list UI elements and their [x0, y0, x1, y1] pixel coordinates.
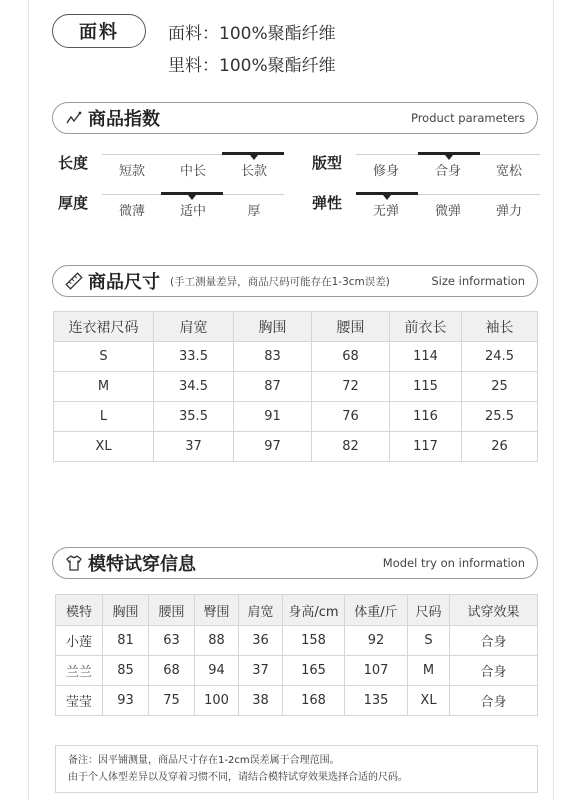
- size-cell: 35.5: [154, 402, 234, 432]
- model-cell: 63: [149, 626, 195, 656]
- model-header-cell: 腰围: [149, 595, 195, 626]
- param-fit-label: 版型: [312, 154, 343, 172]
- model-cell: 88: [195, 626, 239, 656]
- model-title: 模特试穿信息: [88, 554, 196, 575]
- params-title: 商品指数: [88, 109, 160, 130]
- size-cell: S: [54, 342, 154, 372]
- size-header-cell: 腰围: [312, 312, 390, 342]
- param-thickness-option: 适中: [179, 204, 207, 219]
- model-cell: 93: [103, 686, 149, 716]
- model-header-cell: 肩宽: [239, 595, 283, 626]
- model-cell: 94: [195, 656, 239, 686]
- param-fit-option: 宽松: [495, 164, 523, 179]
- size-header-cell: 胸围: [234, 312, 312, 342]
- ruler-icon: [65, 272, 83, 290]
- size-header-row: [54, 312, 538, 342]
- tshirt-icon: [65, 554, 83, 572]
- size-cell: 68: [312, 342, 390, 372]
- size-cell: 115: [390, 372, 462, 402]
- param-thickness-option: 微薄: [118, 204, 146, 219]
- model-header-row: [56, 595, 538, 626]
- model-header-cell: 身高/cm: [283, 595, 345, 626]
- model-cell: 168: [283, 686, 345, 716]
- table-row: [56, 686, 538, 716]
- model-cell: 37: [239, 656, 283, 686]
- size-cell: 26: [462, 432, 538, 462]
- model-cell: 85: [103, 656, 149, 686]
- param-elasticity-label: 弹性: [312, 194, 343, 212]
- size-header-cell: 肩宽: [154, 312, 234, 342]
- param-length-option: 短款: [118, 164, 146, 179]
- fabric-outer: 面料：100%聚酯纤维: [168, 24, 336, 44]
- param-fit-option: 合身: [434, 164, 462, 179]
- size-cell: XL: [54, 432, 154, 462]
- model-header-cell: 尺码: [408, 595, 450, 626]
- table-row: [54, 372, 538, 402]
- size-cell: 24.5: [462, 342, 538, 372]
- footnote-box: [55, 745, 538, 793]
- table-row: [54, 432, 538, 462]
- model-title-en: Model try on information: [382, 556, 525, 570]
- params-title-en: Product parameters: [410, 111, 525, 125]
- size-cell: 116: [390, 402, 462, 432]
- param-length-option: 长款: [240, 164, 268, 179]
- model-cell: 莹莹: [56, 686, 103, 716]
- params-header: [52, 102, 538, 134]
- model-cell: XL: [408, 686, 450, 716]
- size-header-cell: 袖长: [462, 312, 538, 342]
- size-cell: 37: [154, 432, 234, 462]
- model-cell: M: [408, 656, 450, 686]
- model-cell: 68: [149, 656, 195, 686]
- param-fit-option: 修身: [372, 164, 400, 179]
- model-cell: 135: [345, 686, 408, 716]
- size-note: (手工测量差异，商品尺码可能存在1-3cm误差): [170, 275, 390, 288]
- size-cell: 25: [462, 372, 538, 402]
- size-cell: 25.5: [462, 402, 538, 432]
- param-thickness-option: 厚: [247, 204, 261, 219]
- footnote-line: 由于个人体型差异以及穿着习惯不同，请结合模特试穿效果选择合适的尺码。: [68, 772, 408, 783]
- model-cell: 75: [149, 686, 195, 716]
- param-length-option: 中长: [179, 164, 207, 179]
- param-length-label: 长度: [58, 154, 89, 172]
- trend-icon: [65, 109, 83, 127]
- size-header: [52, 265, 538, 297]
- size-cell: L: [54, 402, 154, 432]
- footnote-line: 备注：因平铺测量，商品尺寸存在1-2cm误差属于合理范围。: [68, 755, 340, 766]
- model-header: [52, 547, 538, 579]
- table-row: [54, 402, 538, 432]
- model-cell: 158: [283, 626, 345, 656]
- model-cell: 165: [283, 656, 345, 686]
- model-cell: 合身: [450, 686, 538, 716]
- model-cell: 合身: [450, 656, 538, 686]
- size-header-cell: 前衣长: [390, 312, 462, 342]
- size-cell: 72: [312, 372, 390, 402]
- param-elasticity-option: 弹力: [495, 204, 523, 219]
- model-header-cell: 体重/斤: [345, 595, 408, 626]
- size-cell: 76: [312, 402, 390, 432]
- model-cell: 92: [345, 626, 408, 656]
- size-header-cell: 连衣裙尺码: [54, 312, 154, 342]
- size-cell: 87: [234, 372, 312, 402]
- model-cell: 38: [239, 686, 283, 716]
- size-cell: M: [54, 372, 154, 402]
- fabric-lining: 里料：100%聚酯纤维: [168, 56, 336, 76]
- left-border-line: [28, 0, 29, 800]
- size-cell: 83: [234, 342, 312, 372]
- size-cell: 97: [234, 432, 312, 462]
- table-row: [56, 626, 538, 656]
- size-cell: 91: [234, 402, 312, 432]
- size-cell: 33.5: [154, 342, 234, 372]
- model-cell: 合身: [450, 626, 538, 656]
- model-header-cell: 臀围: [195, 595, 239, 626]
- size-title-en: Size information: [431, 274, 525, 288]
- size-cell: 34.5: [154, 372, 234, 402]
- param-thickness-label: 厚度: [58, 194, 89, 212]
- size-table: [53, 311, 538, 462]
- model-cell: S: [408, 626, 450, 656]
- fabric-badge: 面料: [52, 14, 146, 48]
- size-title: 商品尺寸: [88, 272, 160, 293]
- table-row: [54, 342, 538, 372]
- size-cell: 117: [390, 432, 462, 462]
- param-elasticity-option: 无弹: [372, 204, 400, 219]
- model-table: [55, 594, 538, 716]
- model-cell: 兰兰: [56, 656, 103, 686]
- right-border-line: [553, 0, 554, 800]
- model-cell: 81: [103, 626, 149, 656]
- model-cell: 小莲: [56, 626, 103, 656]
- model-header-cell: 试穿效果: [450, 595, 538, 626]
- size-cell: 82: [312, 432, 390, 462]
- size-cell: 114: [390, 342, 462, 372]
- model-header-cell: 模特: [56, 595, 103, 626]
- model-cell: 100: [195, 686, 239, 716]
- param-elasticity-option: 微弹: [434, 204, 462, 219]
- model-cell: 107: [345, 656, 408, 686]
- model-header-cell: 胸围: [103, 595, 149, 626]
- table-row: [56, 656, 538, 686]
- model-cell: 36: [239, 626, 283, 656]
